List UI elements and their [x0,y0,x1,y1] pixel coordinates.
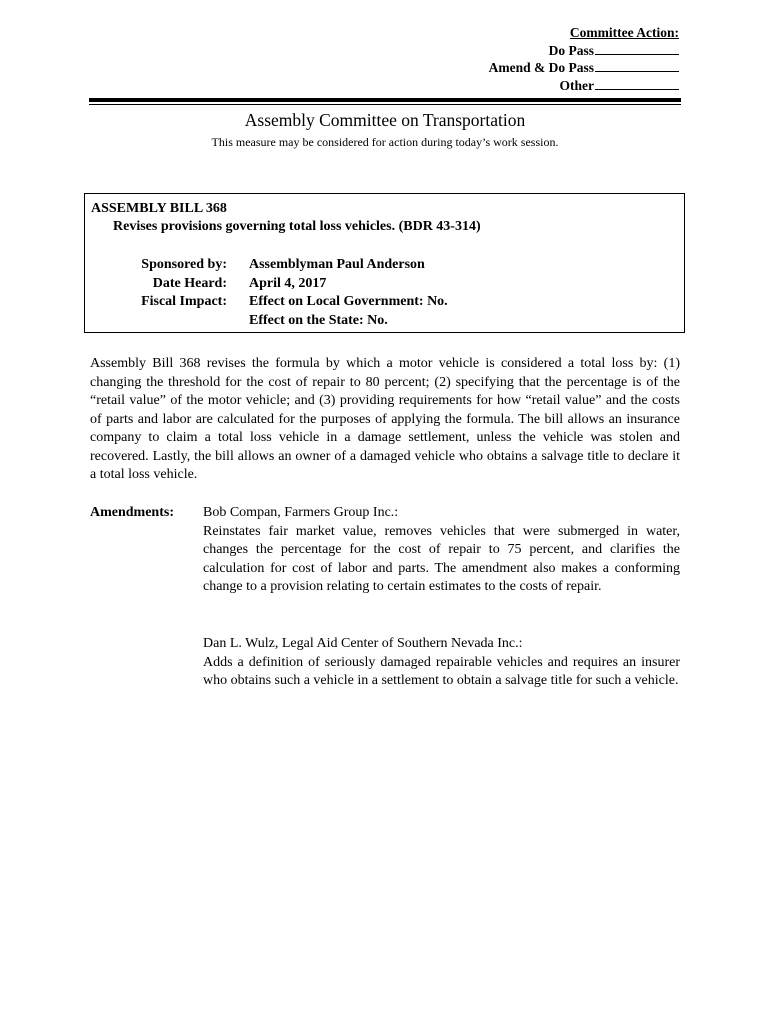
amendment-item [203,504,680,597]
committee-action-header: Committee Action: [569,25,679,40]
bill-info-box [84,193,685,333]
action-option-amend-do-pass [489,59,679,77]
action-blank-line [595,59,679,72]
amendment-author: Bob Compan, Farmers Group Inc.: [203,505,399,520]
action-blank-line [595,77,679,90]
sponsored-by-label: Sponsored by: [141,257,227,272]
fiscal-local-value: Effect on Local Government: No. [249,294,448,309]
bill-detail-labels [85,256,227,312]
action-option-label: Amend & Do Pass [488,60,594,75]
session-note: This measure may be considered for action during today’s work session. [211,135,559,149]
bill-title: ASSEMBLY BILL 368 [91,201,227,216]
committee-title: Assembly Committee on Transportation [244,110,526,130]
amendment-text: Adds a definition of seriously damaged repairable vehicles and requires an insurer who obtains such a vehicle in a settlement to obtain a salvage title for such a vehicle. [203,654,680,688]
bill-description: Revises provisions governing total loss vehicles. (BDR 43-314) [113,219,481,234]
sponsored-by-value: Assemblyman Paul Anderson [249,257,425,272]
action-option-label: Do Pass [548,42,594,58]
header-rule-thick [89,98,681,102]
action-option-other [489,77,679,95]
date-heard-label: Date Heard: [152,275,227,291]
fiscal-state-value: Effect on the State: No. [249,312,388,328]
amendment-author: Dan L. Wulz, Legal Aid Center of Southern Nevada Inc.: [203,636,523,651]
date-heard-value: April 4, 2017 [249,275,327,291]
action-option-do-pass [489,42,679,60]
amendment-item [203,635,680,691]
amendment-text: Reinstates fair market value, removes vehicles that were submerged in water, changes the percentage for the cost of repair to 75 percent, and clarifies the calculation for cost of labor and parts. The amendment also makes a conforming change to a provision relating to certain estimates to the costs of repair. [203,523,680,594]
bill-summary: Assembly Bill 368 revises the formula by which a motor vehicle is considered a total loss by: (1) changing the threshold for the cost of repair to 80 percent; (2) specifying that the percentage is of the “retail value” of the motor vehicle; and (3) providing requirements for how “retail value” and the costs of parts and labor are calculated for the purposes of applying the formula. The bill allows an insurance company to claim a total loss vehicle in a damage settlement, unless the vehicle was stolen and recovered. Lastly, the bill allows an owner of a damaged vehicle who obtains a salvage title to declare it a total loss vehicle. [90,356,680,482]
header-rule-thin [89,104,681,105]
bill-detail-values [249,256,448,330]
amendments-label: Amendments: [90,505,174,520]
action-option-label: Other [559,77,594,93]
committee-action-block [489,24,679,94]
action-blank-line [595,42,679,55]
fiscal-impact-label: Fiscal Impact: [141,294,227,309]
